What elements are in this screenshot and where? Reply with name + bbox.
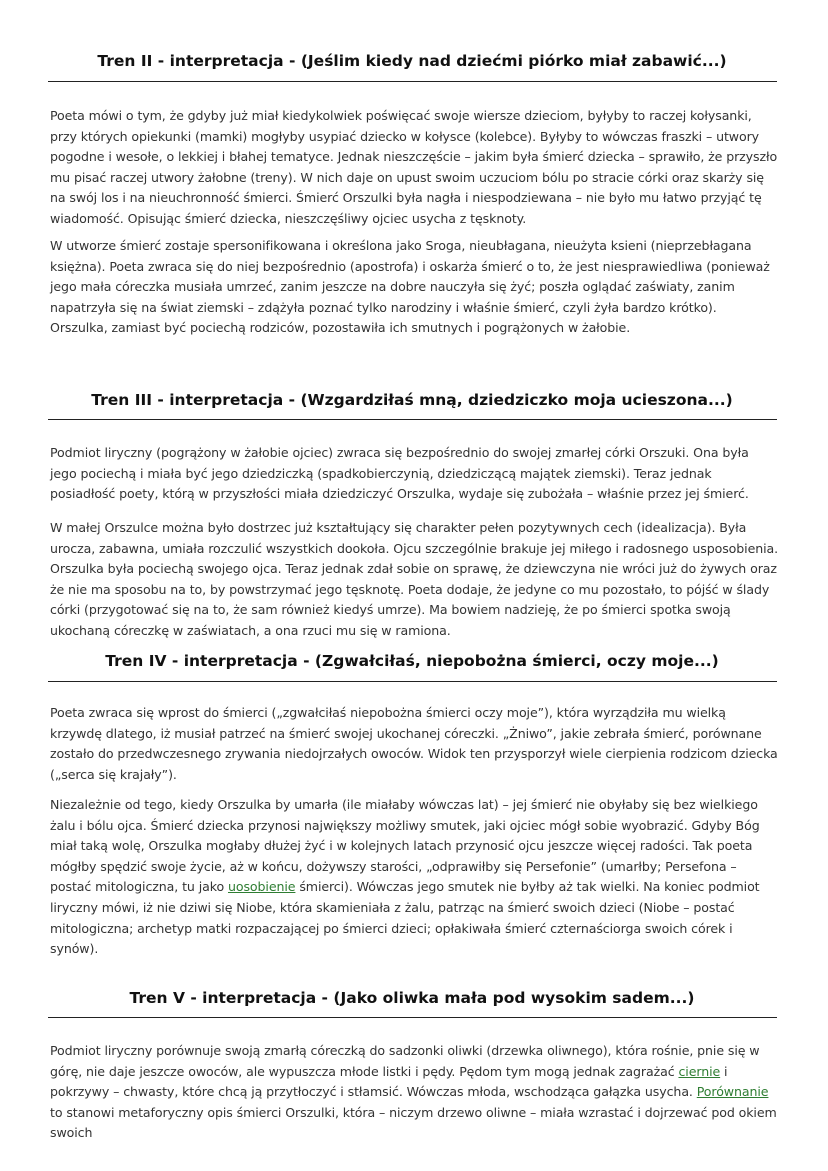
section-title-tren-4: Tren IV - interpretacja - (Zgwałciłaś, niepobożna śmierci, oczy moje...) (105, 652, 719, 670)
paragraph: W utworze śmierć zostaje spersonifikowana i określona jako Sroga, nieubłagana, nieużyta ksieni (nieprzebłagana księżna). Poeta zwraca się do niej bezpośrednio (apostrofa) i oskarża śmierć o to, że jest niesprawiedliwa (ponieważ jego mała córeczka musiała umrzeć, zanim jeszcze na dobre nauczyła się żyć; poszła oglądać zaświaty, zanim napatrzyła się na świat ziemski – zdążyła poznać tylko narodziny i właśnie śmierć, czyli żyła bardzo krótko). Orszulka, zamiast być pociechą rodziców, pozostawiła ich smutnych i pogrążonych w żałobie. (50, 238, 770, 336)
link-ciernie[interactable]: ciernie (678, 1063, 721, 1079)
paragraph: Poeta mówi o tym, że gdyby już miał kiedykolwiek poświęcać swoje wiersze dzieciom, byłyby to raczej kołysanki, przy których opiekunki (mamki) mogłyby usypiać dziecko w kołysce (kolebce). Byłyby to wówczas fraszki – utwory pogodne i wesołe, o lekkiej i błahej tematyce. Jednak nieszczęście – jakim była śmierć dziecka – sprawiło, że przyszło mu pisać raczej utwory żałobne (treny). W nich daje on upust swoim uczuciom bólu po stracie córki oraz skarży się na swój los i na nieuchronność śmierci. Śmierć Orszulki była nagła i niespodziewana – nie było mu łatwo przyjąć tę wiadomość. Opisując śmierć dziecka, nieszczęśliwy ojciec usycha z tęsknoty. (50, 108, 778, 226)
paragraph: Podmiot liryczny (pogrążony w żałobie ojciec) zwraca się bezpośrednio do swojej zmarłej córki Orszuki. Ona była jego pociechą i miała być jego dziedziczką (spadkobierczynią, dziedziczącą majątek ziemski). Teraz jednak posiadłość poety, którą w przyszłości miała dziedziczyć Orszulka, wydaje się zubożała – właśnie przez jej śmierć. (50, 445, 749, 502)
paragraph-text: to stanowi metaforyczny opis śmierci Orszulki, która – niczym drzewo oliwne – miała wzrastać i dojrzewać pod okiem swoich (50, 1104, 777, 1141)
paragraph: W małej Orszulce można było dostrzec już kształtujący się charakter pełen pozytywnych cech (idealizacja). Była urocza, zabawna, umiała rozczulić wszystkich dookoła. Ojcu szczególnie brakuje jej miłego i radosnego usposobienia. Orszulka była pociechą swojego ojca. Teraz jednak zdał sobie on sprawę, że dziewczyna nie wróci już do żywych oraz że nie ma sposobu na to, by powstrzymać jego tęsknotę. Poeta dodaje, że jedyne co mu pozostało, to pójść w ślady córki (przygotować się na to, że sam również kiedyś umrze). Ma bowiem nadzieję, że po śmierci spotka swoją ukochaną córeczkę w zaświatach, a ona rzuci mu się w ramiona. (50, 520, 779, 638)
section-divider (48, 681, 777, 682)
paragraph (50, 795, 778, 960)
link-uosobienie[interactable]: uosobienie (227, 879, 296, 895)
section-divider (48, 81, 777, 82)
section-divider (48, 1017, 777, 1018)
section-divider (48, 419, 777, 420)
paragraph (50, 1041, 778, 1144)
section-title-tren-5: Tren V - interpretacja - (Jako oliwka mała pod wysokim sadem...) (129, 989, 695, 1007)
paragraph-text: śmierci). Wówczas jego smutek nie byłby aż tak wielki. Na koniec podmiot liryczny mówi, iż nie dziwi się Niobe, która skamieniała z żalu, patrząc na śmierć swoich dzieci (Niobe – postać mitologiczna; archetyp matki rozpaczającej po śmierci dzieci; opłakiwała śmierć czternaściorga swoich córek i synów). (50, 879, 760, 957)
paragraph-text: i pokrzywy – chwasty, które chcą ją przytłoczyć i stłamsić. Wówczas młoda, wschodząca gałązka usycha. (50, 1063, 728, 1100)
paragraph-text: Niezależnie od tego, kiedy Orszulka by umarła (ile miałaby wówczas lat) – jej śmierć nie obyłaby się bez wielkiego żalu i bólu ojca. Śmierć dziecka przynosi największy możliwy smutek, jaki ojciec mógł sobie wyobrazić. Gdyby Bóg miał taką wolę, Orszulka mogłaby dłużej żyć i w kolejnych latach przynosić ojcu jeszcze więcej radości. Tak poeta mógłby spędzić swoje życie, aż w końcu, dożywszy starości, „odprawiłby się Persefonie” (umarłby; Persefona – postać mitologiczna, tu jako (50, 797, 760, 895)
link-porownanie[interactable]: Porównanie (696, 1084, 769, 1100)
paragraph: Poeta zwraca się wprost do śmierci („zgwałciłaś niepobożna śmierci oczy moje”), która wyrządziła mu wielką krzywdę dlatego, iż musiał patrzeć na śmierć swojej ukochanej córeczki. „Żniwo”, jakie zebrała śmierć, porównane zostało do przedwczesnego zrywania niedojrzałych owoców. Widok ten przysporzył wiele cierpienia rodzicom dziecka („serca się krajały”). (50, 705, 778, 782)
section-title-tren-2: Tren II - interpretacja - (Jeślim kiedy nad dziećmi piórko miał zabawić...) (97, 52, 727, 70)
section-title-tren-3: Tren III - interpretacja - (Wzgardziłaś mną, dziedziczko moja ucieszona...) (91, 391, 733, 409)
paragraph-text: Podmiot liryczny porównuje swoją zmarłą córeczką do sadzonki oliwki (drzewka oliwnego), która rośnie, pnie się w górę, nie daje jeszcze owoców, ale wypuszcza młode listki i pędy. Pędom tym mogą jednak zagrażać (50, 1043, 760, 1079)
